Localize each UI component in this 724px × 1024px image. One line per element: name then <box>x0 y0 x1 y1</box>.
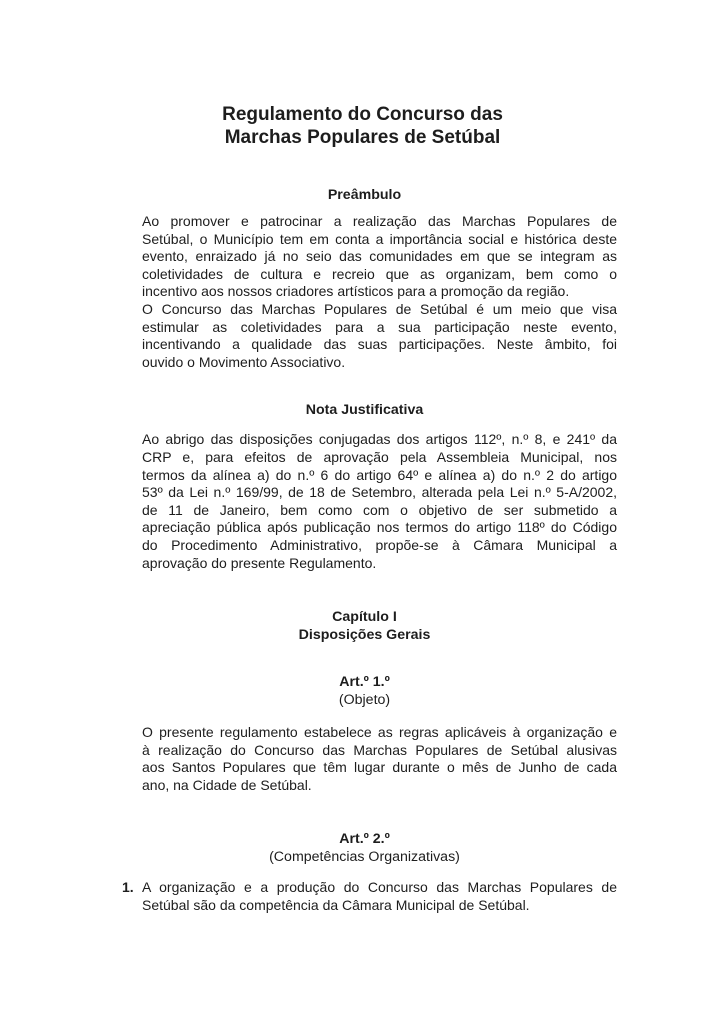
text-line: incentivando a qualidade das suas participações. Neste âmbito, foi <box>142 336 617 353</box>
text-line: evento, enraizado já no seio das comunidades em que se integram as <box>142 248 617 265</box>
article-2-item-1-text <box>142 879 617 914</box>
text-line: aos Santos Populares que têm lugar durante o mês de Junho de cada <box>142 759 617 776</box>
text-line: do Procedimento Administrativo, propõe-se à Câmara Municipal a <box>142 536 617 553</box>
text-line: incentivo aos nossos criadores artísticos para a promoção da região. <box>142 283 570 300</box>
document-title <box>125 103 600 149</box>
article-2-subtitle: (Competências Organizativas) <box>269 849 460 866</box>
article-2-number: Art.º 2.º <box>339 831 390 848</box>
text-line: aprovação do presente Regulamento. <box>142 554 377 571</box>
text-line: apreciação pública após publicação nos termos do artigo 118º do Código <box>142 519 617 536</box>
text-line: Ao promover e patrocinar a realização das Marchas Populares de <box>142 213 617 229</box>
article-2-heading <box>127 830 602 866</box>
text-line: estimular as coletividades para a sua participação neste evento, <box>142 318 617 335</box>
text-line: Ao abrigo das disposições conjugadas dos artigos 112º, n.º 8, e 241º da <box>142 431 617 448</box>
text-line: Setúbal são da competência da Câmara Municipal de Setúbal. <box>142 897 530 914</box>
text-line: à realização do Concurso das Marchas Populares de Setúbal alusivas <box>142 741 617 758</box>
nota-justificativa-heading: Nota Justificativa <box>305 402 424 419</box>
article-1-heading <box>127 673 602 709</box>
article-1-paragraph <box>142 724 617 794</box>
document-title-line-1: Regulamento do Concurso das <box>222 104 503 125</box>
preambulo-paragraph-2 <box>142 301 617 371</box>
text-line: ano, na Cidade de Setúbal. <box>142 776 312 793</box>
text-line: termos da alínea a) do n.º 6 do artigo 64º e alínea a) do n.º 2 do artigo <box>142 466 617 483</box>
article-2-item-1 <box>122 879 617 914</box>
text-line: 53º da Lei n.º 169/99, de 18 de Setembro, alterada pela Lei n.º 5-A/2002, <box>142 484 617 501</box>
preambulo-paragraph-1 <box>142 213 617 301</box>
text-line: Setúbal, o Município tem em conta a importância social e histórica deste <box>142 230 617 247</box>
chapter-1-title: Disposições Gerais <box>298 627 431 644</box>
text-line: ouvido o Movimento Associativo. <box>142 353 346 370</box>
article-1-number: Art.º 1.º <box>339 674 390 691</box>
article-1-subtitle: (Objeto) <box>338 692 391 709</box>
nota-justificativa-paragraph <box>142 431 617 572</box>
document-title-line-2: Marchas Populares de Setúbal <box>224 127 501 148</box>
chapter-1-number: Capítulo I <box>332 609 397 626</box>
preambulo-heading: Preâmbulo <box>327 187 402 203</box>
text-line: CRP e, para efeitos de aprovação pela Assembleia Municipal, nos <box>142 448 617 465</box>
text-line: de 11 de Janeiro, bem como com o objetivo de ser submetido a <box>142 501 617 518</box>
text-line: A organização e a produção do Concurso das Marchas Populares de <box>142 879 617 896</box>
chapter-1-heading <box>127 608 602 644</box>
text-line: O presente regulamento estabelece as regras aplicáveis à organização e <box>142 724 617 741</box>
article-2-item-1-number: 1. <box>122 879 134 896</box>
text-line: coletividades de cultura e recreio que as organizam, bem como o <box>142 265 617 282</box>
text-line: O Concurso das Marchas Populares de Setúbal é um meio que visa <box>142 300 617 317</box>
